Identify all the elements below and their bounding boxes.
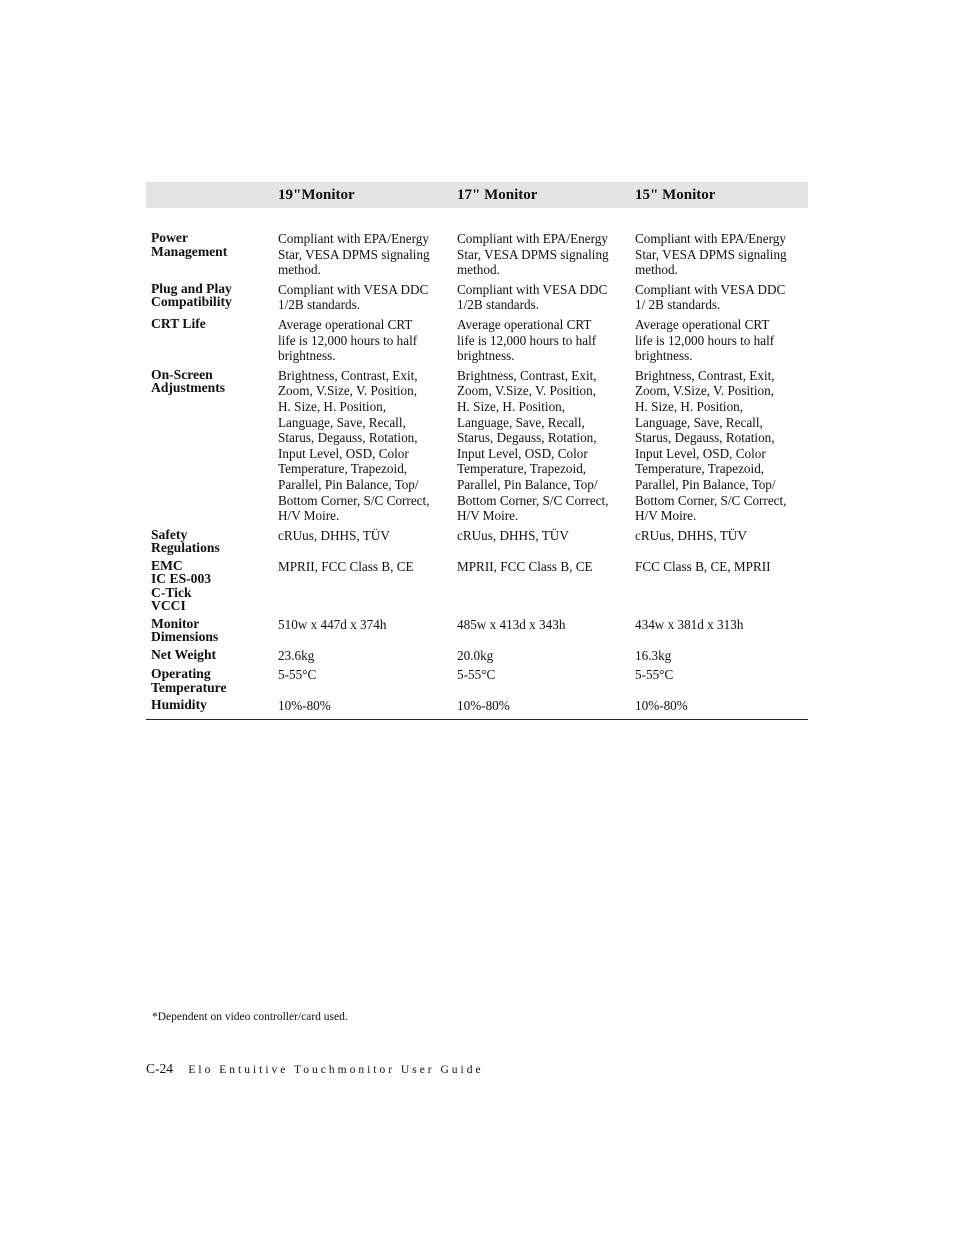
table-cell: 434w x 381d x 313h — [635, 616, 744, 632]
table-cell: 510w x 447d x 374h — [278, 616, 387, 632]
table-row — [146, 282, 808, 317]
table-cell: Compliant with EPA/Energy Star, VESA DPMS signaling method. — [457, 231, 609, 278]
table-cell: 20.0kg — [457, 647, 494, 663]
table-cell: Average operational CRT life is 12,000 hours to half brightness. — [278, 316, 418, 364]
table-cell: Brightness, Contrast, Exit, Zoom, V.Size, V. Position, H. Size, H. Position, Language, Save, Recall, Starus, Degauss, Rotation, Input Level, OSD, Color Temperature, Trapezoid, Parallel, Pin Balance, Top/ Bottom Corner, S/C Correct, H/V Moire. — [457, 367, 609, 524]
table-row — [146, 231, 808, 282]
table-cell: 23.6kg — [278, 647, 315, 663]
table-cell: Average operational CRT life is 12,000 hours to half brightness. — [457, 316, 597, 364]
table-cell: 485w x 413d x 343h — [457, 616, 566, 632]
table-cell: Average operational CRT life is 12,000 hours to half brightness. — [635, 316, 775, 364]
page-number: C-24 — [146, 1061, 173, 1076]
spacer-row — [146, 208, 808, 231]
header-17-monitor: 17" Monitor — [452, 182, 630, 208]
table-cell: Compliant with VESA DDC 1/ 2B standards. — [635, 281, 786, 313]
table-cell: FCC Class B, CE, MPRII — [635, 558, 771, 574]
row-label: Plug and Play Compatibility — [151, 280, 232, 310]
table-cell: 16.3kg — [635, 647, 672, 663]
guide-title: Elo Entuitive Touchmonitor User Guide — [188, 1064, 484, 1076]
table-cell: cRUus, DHHS, TÜV — [278, 527, 390, 543]
row-label: Power Management — [151, 230, 228, 259]
row-label: On-Screen Adjustments — [151, 366, 226, 396]
table-row — [146, 368, 808, 528]
table-row — [146, 317, 808, 368]
spec-table — [146, 182, 808, 720]
table-cell: cRUus, DHHS, TÜV — [457, 527, 569, 543]
table-cell: 10%-80% — [457, 698, 510, 714]
table-cell: cRUus, DHHS, TÜV — [635, 527, 747, 543]
table-cell: Brightness, Contrast, Exit, Zoom, V.Size, V. Position, H. Size, H. Position, Language, Save, Recall, Starus, Degauss, Rotation, Input Level, OSD, Color Temperature, Trapezoid, Parallel, Pin Balance, Top/ Bottom Corner, S/C Correct, H/V Moire. — [278, 367, 430, 524]
table-cell: 10%-80% — [278, 698, 331, 714]
row-label: CRT Life — [151, 315, 206, 331]
table-cell: Compliant with VESA DDC 1/2B standards. — [457, 281, 608, 313]
header-19-monitor: 19"Monitor — [273, 182, 452, 208]
header-blank — [146, 182, 273, 208]
row-label: Humidity — [151, 697, 207, 713]
table-cell: MPRII, FCC Class B, CE — [457, 558, 593, 574]
row-label: Monitor Dimensions — [151, 615, 219, 645]
table-cell: 5-55°C — [457, 667, 496, 683]
table-cell: 10%-80% — [635, 698, 688, 714]
table-cell: Compliant with EPA/Energy Star, VESA DPMS signaling method. — [635, 231, 787, 278]
footnote: *Dependent on video controller/card used. — [152, 1011, 348, 1023]
row-label: Operating Temperature — [151, 666, 227, 695]
table-row — [146, 667, 808, 698]
row-label: EMC IC ES-003 C-Tick VCCI — [151, 557, 212, 614]
table-row — [146, 617, 808, 648]
row-label: Net Weight — [151, 646, 217, 662]
table-cell: 5-55°C — [278, 667, 317, 683]
table-row — [146, 559, 808, 617]
table-row — [146, 648, 808, 668]
row-label: Safety Regulations — [151, 526, 220, 556]
table-cell: MPRII, FCC Class B, CE — [278, 558, 414, 574]
table-header-row — [146, 182, 808, 208]
page-footer — [146, 1061, 484, 1077]
table-row — [146, 528, 808, 559]
header-15-monitor: 15" Monitor — [630, 182, 808, 208]
table-cell: Compliant with EPA/Energy Star, VESA DPMS signaling method. — [278, 231, 430, 278]
table-row — [146, 698, 808, 719]
table-cell: Brightness, Contrast, Exit, Zoom, V.Size, V. Position, H. Size, H. Position, Language, Save, Recall, Starus, Degauss, Rotation, Input Level, OSD, Color Temperature, Trapezoid, Parallel, Pin Balance, Top/ Bottom Corner, S/C Correct, H/V Moire. — [635, 367, 787, 524]
table-cell: Compliant with VESA DDC 1/2B standards. — [278, 281, 429, 313]
table-cell: 5-55°C — [635, 667, 674, 683]
